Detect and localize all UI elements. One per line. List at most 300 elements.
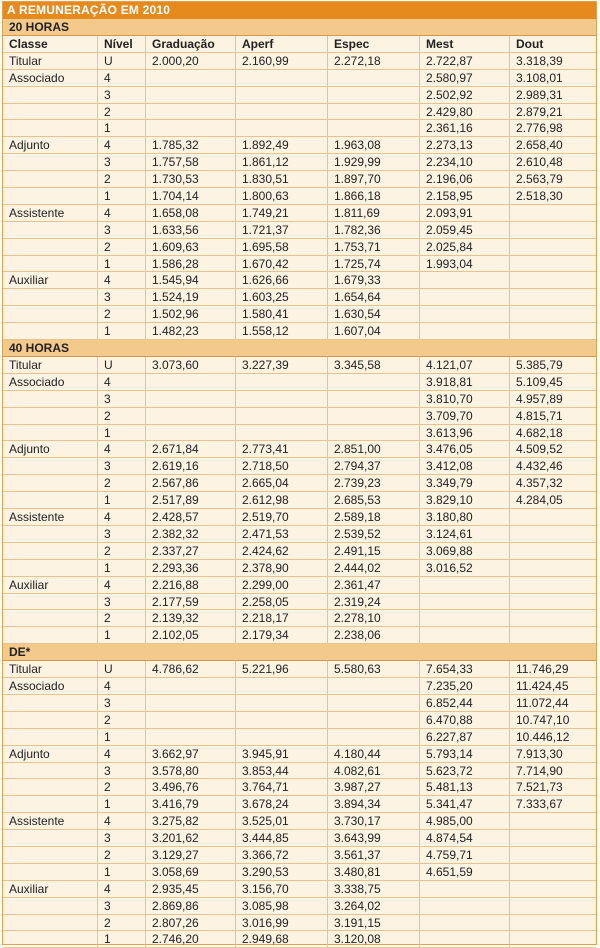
col-nivel-cell: Nível xyxy=(97,36,145,52)
col-dout-cell xyxy=(509,239,596,255)
col-espec-cell: 4.180,44 xyxy=(327,746,419,762)
col-nivel-cell: 1 xyxy=(97,560,145,576)
col-graduacao-cell xyxy=(145,374,235,390)
col-espec-cell: 3.338,75 xyxy=(327,881,419,897)
col-dout-cell: 7.714,90 xyxy=(509,763,596,779)
col-classe-cell xyxy=(3,306,97,322)
col-aperf-cell xyxy=(235,391,327,407)
table-row xyxy=(3,374,596,391)
col-mest-cell: 2.361,16 xyxy=(419,120,509,136)
col-classe-cell: Auxiliar xyxy=(9,273,49,288)
table-row xyxy=(3,678,596,695)
col-aperf-cell: 2.612,98 xyxy=(235,492,327,508)
col-nivel-cell: 2 xyxy=(97,915,145,931)
col-graduacao-cell xyxy=(145,120,235,136)
col-dout-cell: 11.424,45 xyxy=(509,678,596,694)
col-mest-cell xyxy=(419,306,509,322)
col-graduacao-cell: 3.578,80 xyxy=(145,763,235,779)
col-nivel-cell: 4 xyxy=(97,205,145,221)
col-mest-cell: 3.349,79 xyxy=(419,475,509,491)
col-mest-cell: 2.429,80 xyxy=(419,104,509,120)
col-classe-cell xyxy=(3,154,97,170)
col-espec-cell: 3.894,34 xyxy=(327,796,419,812)
col-nivel-cell: 1 xyxy=(97,256,145,272)
col-dout-cell: 11.072,44 xyxy=(509,695,596,711)
col-aperf-cell xyxy=(235,729,327,745)
col-classe-cell: Assistente xyxy=(9,814,65,829)
col-dout-cell xyxy=(509,931,596,947)
table-row xyxy=(3,526,596,543)
col-dout-cell xyxy=(509,509,596,525)
table-row xyxy=(3,239,596,256)
col-classe-cell: Adjunto xyxy=(9,138,50,153)
col-aperf-cell: 2.179,34 xyxy=(235,627,327,643)
col-aperf-cell: 2.258,05 xyxy=(235,594,327,610)
col-graduacao-cell xyxy=(145,104,235,120)
table-row xyxy=(3,205,596,222)
col-mest-cell xyxy=(419,323,509,339)
col-classe-cell xyxy=(3,475,97,491)
col-mest-cell: 6.852,44 xyxy=(419,695,509,711)
col-espec-cell: Espec xyxy=(327,36,419,52)
col-classe-cell xyxy=(3,239,97,255)
col-graduacao-cell: 1.757,58 xyxy=(145,154,235,170)
table-row xyxy=(3,594,596,611)
col-espec-cell: 1.725,74 xyxy=(327,256,419,272)
col-aperf-cell: 2.299,00 xyxy=(235,577,327,593)
col-aperf-cell: 3.764,71 xyxy=(235,779,327,795)
col-aperf-cell: 3.945,91 xyxy=(235,746,327,762)
col-dout-cell: 2.658,40 xyxy=(509,137,596,153)
col-nivel-cell: 4 xyxy=(97,746,145,762)
col-espec-cell: 1.782,36 xyxy=(327,222,419,238)
col-classe-cell xyxy=(3,87,97,103)
col-espec-cell: 1.607,04 xyxy=(327,323,419,339)
col-dout-cell: 3.108,01 xyxy=(509,70,596,86)
col-graduacao-cell: 1.658,08 xyxy=(145,205,235,221)
col-mest-cell: 5.481,13 xyxy=(419,779,509,795)
section-header: 40 HORAS xyxy=(3,340,596,357)
col-aperf-cell: 1.580,41 xyxy=(235,306,327,322)
col-dout-cell: 7.333,67 xyxy=(509,796,596,812)
col-aperf-cell xyxy=(235,104,327,120)
col-classe-cell xyxy=(3,120,97,136)
col-mest-cell xyxy=(419,915,509,931)
col-aperf-cell xyxy=(235,712,327,728)
table-row xyxy=(3,881,596,898)
col-classe-cell: Auxiliar xyxy=(9,577,49,592)
table-row xyxy=(3,425,596,442)
col-espec-cell: 2.361,47 xyxy=(327,577,419,593)
col-espec-cell: 3.987,27 xyxy=(327,779,419,795)
col-graduacao-cell: 1.545,94 xyxy=(145,272,235,288)
col-mest-cell xyxy=(419,881,509,897)
col-dout-cell xyxy=(509,594,596,610)
col-graduacao-cell: 4.786,62 xyxy=(145,661,235,677)
col-graduacao-cell: 2.869,86 xyxy=(145,898,235,914)
col-aperf-cell: 1.861,12 xyxy=(235,154,327,170)
col-graduacao-cell: 3.496,76 xyxy=(145,779,235,795)
col-graduacao-cell: 2.935,45 xyxy=(145,881,235,897)
col-nivel-cell: 1 xyxy=(97,729,145,745)
col-nivel-cell: 4 xyxy=(97,70,145,86)
col-dout-cell: 7.521,73 xyxy=(509,779,596,795)
col-nivel-cell: 3 xyxy=(97,87,145,103)
col-aperf-cell: 1.749,21 xyxy=(235,205,327,221)
col-espec-cell: 2.589,18 xyxy=(327,509,419,525)
col-nivel-cell: 4 xyxy=(97,881,145,897)
col-graduacao-cell: 1.730,53 xyxy=(145,171,235,187)
col-dout-cell xyxy=(509,222,596,238)
table-row xyxy=(3,796,596,813)
col-aperf-cell: 2.378,90 xyxy=(235,560,327,576)
col-mest-cell: 3.918,81 xyxy=(419,374,509,390)
col-espec-cell xyxy=(327,408,419,424)
col-nivel-cell: 4 xyxy=(97,441,145,457)
col-espec-cell: 2.238,06 xyxy=(327,627,419,643)
col-graduacao-cell: 2.139,32 xyxy=(145,610,235,626)
table-row xyxy=(3,577,596,594)
salary-table xyxy=(2,1,597,945)
col-espec-cell xyxy=(327,391,419,407)
table-row xyxy=(3,729,596,746)
table-title: A REMUNERAÇÃO EM 2010 xyxy=(3,2,596,19)
col-nivel-cell: 2 xyxy=(97,306,145,322)
col-dout-cell xyxy=(509,560,596,576)
col-dout-cell: 5.109,45 xyxy=(509,374,596,390)
table-row xyxy=(3,87,596,104)
col-dout-cell: 5.385,79 xyxy=(509,357,596,373)
col-graduacao-cell xyxy=(145,87,235,103)
col-graduacao-cell: 1.482,23 xyxy=(145,323,235,339)
col-classe-cell xyxy=(3,188,97,204)
col-dout-cell xyxy=(509,543,596,559)
col-nivel-cell: 1 xyxy=(97,323,145,339)
col-classe-cell: Auxiliar xyxy=(9,881,49,896)
col-dout-cell: 4.509,52 xyxy=(509,441,596,457)
col-mest-cell: 2.580,97 xyxy=(419,70,509,86)
table-row xyxy=(3,898,596,915)
col-mest-cell xyxy=(419,272,509,288)
col-dout-cell: 2.879,21 xyxy=(509,104,596,120)
col-mest-cell: 5.793,14 xyxy=(419,746,509,762)
col-classe-cell xyxy=(3,931,97,947)
col-mest-cell: 4.759,71 xyxy=(419,847,509,863)
table-row xyxy=(3,222,596,239)
col-aperf-cell: 1.721,37 xyxy=(235,222,327,238)
table-row xyxy=(3,53,596,70)
col-espec-cell: 2.272,18 xyxy=(327,53,419,69)
table-row xyxy=(3,627,596,644)
col-graduacao-cell xyxy=(145,678,235,694)
col-aperf-cell: 3.366,72 xyxy=(235,847,327,863)
col-nivel-cell: 2 xyxy=(97,408,145,424)
col-graduacao-cell: 2.102,05 xyxy=(145,627,235,643)
col-dout-cell: 4.432,46 xyxy=(509,458,596,474)
table-row xyxy=(3,492,596,509)
col-nivel-cell: 3 xyxy=(97,458,145,474)
col-aperf-cell: 3.156,70 xyxy=(235,881,327,897)
col-graduacao-cell: 1.633,56 xyxy=(145,222,235,238)
table-row xyxy=(3,104,596,121)
col-nivel-cell: 1 xyxy=(97,425,145,441)
col-mest-cell: 3.829,10 xyxy=(419,492,509,508)
col-classe-cell xyxy=(3,391,97,407)
col-aperf-cell: 1.892,49 xyxy=(235,137,327,153)
col-espec-cell: 3.120,08 xyxy=(327,931,419,947)
col-classe-cell xyxy=(3,796,97,812)
col-classe-cell: Assistente xyxy=(9,510,65,525)
table-row xyxy=(3,391,596,408)
col-aperf-cell: 3.853,44 xyxy=(235,763,327,779)
col-dout-cell xyxy=(509,205,596,221)
col-nivel-cell: 3 xyxy=(97,898,145,914)
col-graduacao-cell: 2.807,26 xyxy=(145,915,235,931)
col-aperf-cell xyxy=(235,70,327,86)
col-aperf-cell xyxy=(235,408,327,424)
col-mest-cell: 6.227,87 xyxy=(419,729,509,745)
col-espec-cell: 2.278,10 xyxy=(327,610,419,626)
col-nivel-cell: 2 xyxy=(97,712,145,728)
col-aperf-cell: 1.626,66 xyxy=(235,272,327,288)
col-espec-cell xyxy=(327,425,419,441)
col-nivel-cell: 2 xyxy=(97,104,145,120)
col-classe-cell: Classe xyxy=(9,37,48,51)
col-nivel-cell: 3 xyxy=(97,763,145,779)
col-aperf-cell: 1.670,42 xyxy=(235,256,327,272)
col-aperf-cell: 2.949,68 xyxy=(235,931,327,947)
col-classe-cell: Titular xyxy=(9,358,42,373)
col-aperf-cell: 5.221,96 xyxy=(235,661,327,677)
col-graduacao-cell: 1.502,96 xyxy=(145,306,235,322)
col-nivel-cell: 4 xyxy=(97,137,145,153)
table-row xyxy=(3,306,596,323)
col-aperf-cell: 3.525,01 xyxy=(235,813,327,829)
col-mest-cell: 3.412,08 xyxy=(419,458,509,474)
col-nivel-cell: 3 xyxy=(97,154,145,170)
col-graduacao-cell: 2.567,86 xyxy=(145,475,235,491)
col-mest-cell: 7.654,33 xyxy=(419,661,509,677)
col-dout-cell xyxy=(509,813,596,829)
col-graduacao-cell: 3.073,60 xyxy=(145,357,235,373)
col-graduacao-cell: 2.671,84 xyxy=(145,441,235,457)
col-mest-cell: 4.874,54 xyxy=(419,830,509,846)
table-row xyxy=(3,712,596,729)
col-dout-cell: 10.747,10 xyxy=(509,712,596,728)
table-row xyxy=(3,357,596,374)
col-nivel-cell: 3 xyxy=(97,695,145,711)
col-classe-cell: Associado xyxy=(9,374,65,389)
col-mest-cell: 2.273,13 xyxy=(419,137,509,153)
col-aperf-cell: 1.603,25 xyxy=(235,289,327,305)
col-espec-cell: 2.491,15 xyxy=(327,543,419,559)
col-graduacao-cell: 2.337,27 xyxy=(145,543,235,559)
col-aperf-cell xyxy=(235,374,327,390)
col-mest-cell xyxy=(419,898,509,914)
col-graduacao-cell xyxy=(145,712,235,728)
table-row xyxy=(3,543,596,560)
section-header: DE* xyxy=(3,644,596,661)
col-aperf-cell: 2.424,62 xyxy=(235,543,327,559)
col-nivel-cell: 2 xyxy=(97,239,145,255)
col-espec-cell: 2.685,53 xyxy=(327,492,419,508)
col-espec-cell xyxy=(327,104,419,120)
col-mest-cell: 2.502,92 xyxy=(419,87,509,103)
col-aperf-cell: 1.800,63 xyxy=(235,188,327,204)
table-row xyxy=(3,137,596,154)
col-dout-cell xyxy=(509,881,596,897)
col-aperf-cell xyxy=(235,120,327,136)
col-espec-cell: 3.480,81 xyxy=(327,864,419,880)
col-graduacao-cell xyxy=(145,425,235,441)
col-classe-cell xyxy=(3,560,97,576)
col-mest-cell: 4.121,07 xyxy=(419,357,509,373)
col-mest-cell: 6.470,88 xyxy=(419,712,509,728)
col-mest-cell: 3.069,88 xyxy=(419,543,509,559)
col-mest-cell: 3.613,96 xyxy=(419,425,509,441)
col-graduacao-cell xyxy=(145,70,235,86)
col-nivel-cell: 3 xyxy=(97,289,145,305)
col-nivel-cell: 3 xyxy=(97,526,145,542)
col-nivel-cell: 1 xyxy=(97,627,145,643)
col-graduacao-cell xyxy=(145,695,235,711)
col-classe-cell xyxy=(3,779,97,795)
col-espec-cell: 1.811,69 xyxy=(327,205,419,221)
col-espec-cell: 1.897,70 xyxy=(327,171,419,187)
col-aperf-cell: 2.471,53 xyxy=(235,526,327,542)
col-graduacao-cell: 2.382,32 xyxy=(145,526,235,542)
col-classe-cell xyxy=(3,610,97,626)
table-row xyxy=(3,830,596,847)
col-espec-cell: 2.739,23 xyxy=(327,475,419,491)
col-dout-cell: 7.913,30 xyxy=(509,746,596,762)
col-espec-cell: 3.345,58 xyxy=(327,357,419,373)
col-graduacao-cell: 2.517,89 xyxy=(145,492,235,508)
col-nivel-cell: 2 xyxy=(97,847,145,863)
col-classe-cell xyxy=(3,763,97,779)
col-mest-cell: 3.476,05 xyxy=(419,441,509,457)
col-mest-cell: 3.180,80 xyxy=(419,509,509,525)
col-nivel-cell: 2 xyxy=(97,543,145,559)
col-espec-cell: 3.561,37 xyxy=(327,847,419,863)
col-espec-cell xyxy=(327,678,419,694)
col-graduacao-cell: 2.216,88 xyxy=(145,577,235,593)
col-dout-cell xyxy=(509,272,596,288)
col-aperf-cell: 1.558,12 xyxy=(235,323,327,339)
col-dout-cell: 4.957,89 xyxy=(509,391,596,407)
table-row xyxy=(3,441,596,458)
col-nivel-cell: 3 xyxy=(97,222,145,238)
col-graduacao-cell: Graduação xyxy=(145,36,235,52)
table-row xyxy=(3,661,596,678)
col-nivel-cell: 3 xyxy=(97,830,145,846)
col-espec-cell: 1.963,08 xyxy=(327,137,419,153)
col-nivel-cell: 1 xyxy=(97,796,145,812)
col-espec-cell: 2.851,00 xyxy=(327,441,419,457)
col-mest-cell: 5.341,47 xyxy=(419,796,509,812)
col-dout-cell: Dout xyxy=(509,36,596,52)
col-classe-cell xyxy=(3,847,97,863)
col-dout-cell: 4.815,71 xyxy=(509,408,596,424)
col-espec-cell xyxy=(327,87,419,103)
col-classe-cell xyxy=(3,289,97,305)
col-nivel-cell: 1 xyxy=(97,864,145,880)
col-dout-cell: 2.518,30 xyxy=(509,188,596,204)
col-aperf-cell: 3.678,24 xyxy=(235,796,327,812)
col-classe-cell xyxy=(3,458,97,474)
table-row xyxy=(3,289,596,306)
col-graduacao-cell: 3.201,62 xyxy=(145,830,235,846)
col-dout-cell xyxy=(509,627,596,643)
table-row xyxy=(3,610,596,627)
column-header-row xyxy=(3,36,596,53)
table-row xyxy=(3,458,596,475)
col-nivel-cell: 4 xyxy=(97,509,145,525)
col-graduacao-cell: 3.662,97 xyxy=(145,746,235,762)
col-aperf-cell: 1.830,51 xyxy=(235,171,327,187)
col-graduacao-cell: 2.428,57 xyxy=(145,509,235,525)
table-row xyxy=(3,154,596,171)
col-dout-cell xyxy=(509,830,596,846)
col-nivel-cell: 4 xyxy=(97,577,145,593)
col-dout-cell xyxy=(509,864,596,880)
col-dout-cell: 4.682,18 xyxy=(509,425,596,441)
col-espec-cell: 3.730,17 xyxy=(327,813,419,829)
col-nivel-cell: 2 xyxy=(97,779,145,795)
col-nivel-cell: 4 xyxy=(97,678,145,694)
col-nivel-cell: 1 xyxy=(97,120,145,136)
col-mest-cell: 3.016,52 xyxy=(419,560,509,576)
col-classe-cell xyxy=(3,898,97,914)
col-nivel-cell: 2 xyxy=(97,171,145,187)
table-row xyxy=(3,509,596,526)
col-dout-cell xyxy=(509,577,596,593)
col-mest-cell: 2.158,95 xyxy=(419,188,509,204)
col-classe-cell: Assistente xyxy=(9,205,65,220)
col-mest-cell xyxy=(419,594,509,610)
col-mest-cell: 1.993,04 xyxy=(419,256,509,272)
col-nivel-cell: U xyxy=(97,661,145,677)
table-row xyxy=(3,323,596,340)
col-aperf-cell: 3.290,53 xyxy=(235,864,327,880)
col-dout-cell: 3.318,39 xyxy=(509,53,596,69)
col-dout-cell: 10.446,12 xyxy=(509,729,596,745)
col-aperf-cell xyxy=(235,425,327,441)
table-row xyxy=(3,272,596,289)
col-classe-cell xyxy=(3,915,97,931)
col-nivel-cell: 3 xyxy=(97,391,145,407)
col-classe-cell xyxy=(3,323,97,339)
col-mest-cell: 3.810,70 xyxy=(419,391,509,407)
col-graduacao-cell: 2.177,59 xyxy=(145,594,235,610)
col-mest-cell xyxy=(419,289,509,305)
col-graduacao-cell xyxy=(145,408,235,424)
col-aperf-cell: 3.016,99 xyxy=(235,915,327,931)
col-nivel-cell: 1 xyxy=(97,492,145,508)
col-mest-cell: 3.709,70 xyxy=(419,408,509,424)
col-dout-cell xyxy=(509,898,596,914)
col-graduacao-cell: 1.586,28 xyxy=(145,256,235,272)
table-row xyxy=(3,188,596,205)
col-dout-cell xyxy=(509,289,596,305)
col-graduacao-cell: 3.058,69 xyxy=(145,864,235,880)
col-graduacao-cell: 1.524,19 xyxy=(145,289,235,305)
col-graduacao-cell: 1.704,14 xyxy=(145,188,235,204)
col-nivel-cell: U xyxy=(97,53,145,69)
table-row xyxy=(3,475,596,492)
table-row xyxy=(3,695,596,712)
col-dout-cell xyxy=(509,847,596,863)
